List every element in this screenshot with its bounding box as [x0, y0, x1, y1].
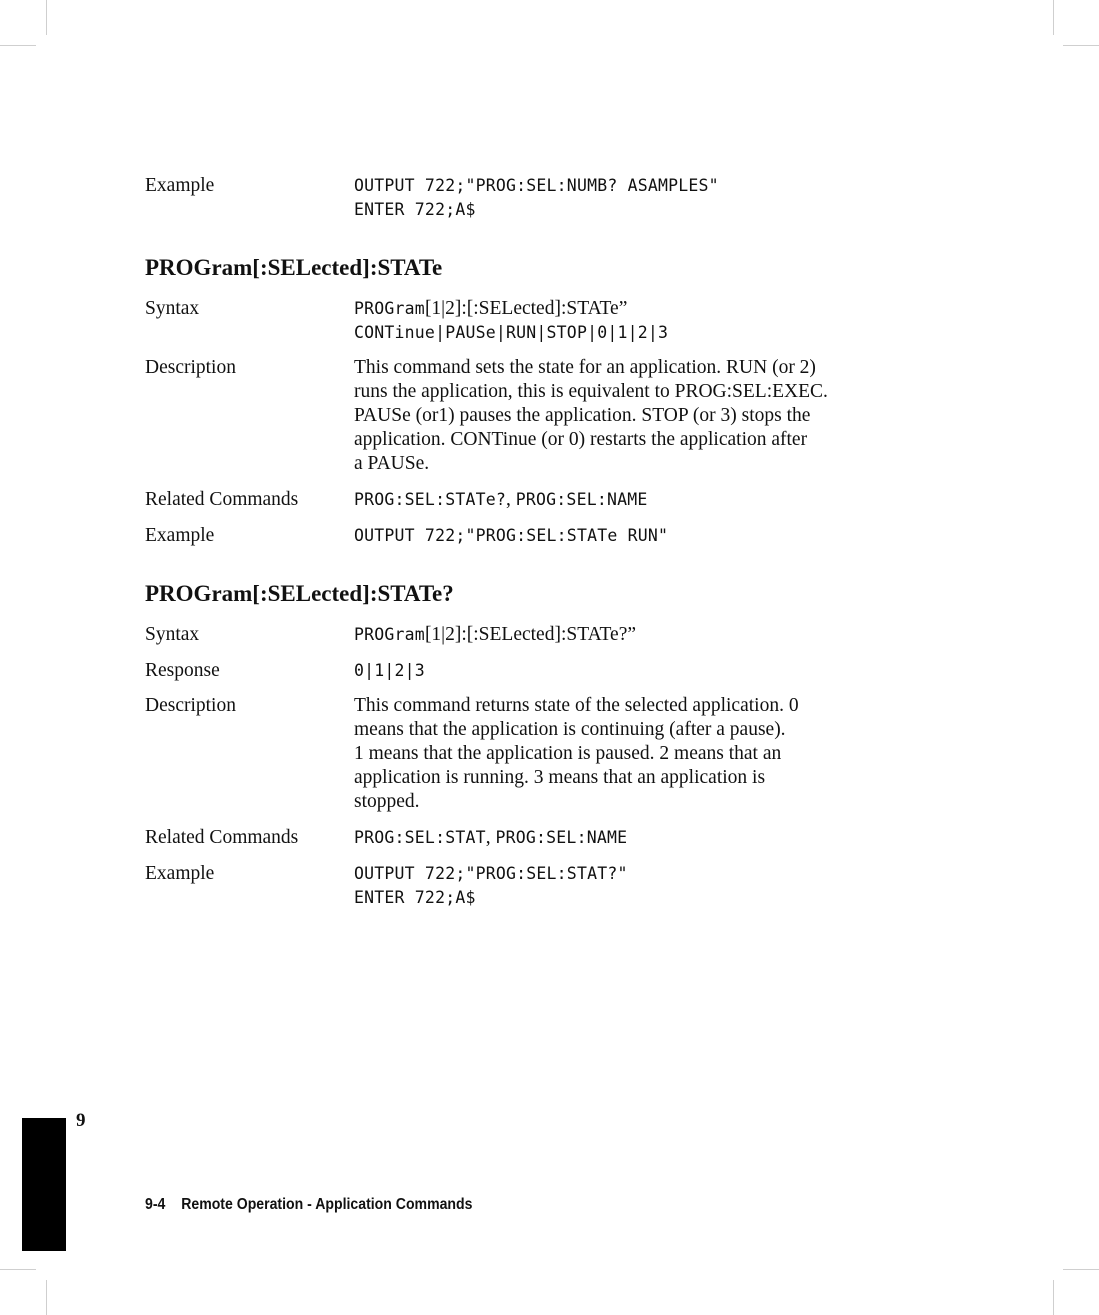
response-label: Response — [145, 660, 220, 681]
page-footer — [145, 1194, 472, 1216]
related-separator: , — [506, 489, 516, 510]
related-commands-value — [354, 488, 919, 512]
description-line: means that the application is continuing (after a pause). — [354, 719, 786, 740]
description-line: This command sets the state for an application. RUN (or 2) — [354, 357, 816, 378]
description-line: a PAUSe. — [354, 453, 430, 474]
description-line: application is running. 3 means that an application is — [354, 767, 766, 788]
description-line: 1 means that the application is paused. 2 means that an — [354, 743, 782, 764]
related-command: PROG:SEL:NAME — [495, 828, 628, 847]
description-line: stopped. — [354, 791, 420, 812]
code-line: OUTPUT 722;"PROG:SEL:STATe RUN" — [354, 526, 669, 545]
crop-mark — [46, 0, 47, 35]
syntax-params: [1|2]:[:SELected]:STATe?” — [424, 624, 637, 645]
response-value — [354, 659, 919, 683]
example-code — [354, 862, 919, 910]
related-commands-label: Related Commands — [145, 827, 299, 848]
response-values: 0|1|2|3 — [354, 661, 425, 680]
description-text — [354, 694, 919, 814]
crop-mark — [46, 1280, 47, 1315]
description-label: Description — [145, 695, 236, 716]
crop-mark — [1053, 0, 1054, 35]
description-label: Description — [145, 357, 236, 378]
section-heading: PROGram[:SELected]:STATe? — [145, 581, 454, 606]
related-command: PROG:SEL:STATe? — [354, 490, 507, 509]
code-line: ENTER 722;A$ — [354, 200, 476, 219]
page-number: 9-4 — [145, 1196, 166, 1213]
related-command: PROG:SEL:STAT — [354, 828, 486, 847]
crop-mark — [1063, 45, 1099, 46]
code-line: ENTER 722;A$ — [354, 888, 476, 907]
description-line: runs the application, this is equivalent to PROG:SEL:EXEC. — [354, 381, 828, 402]
related-commands-value — [354, 826, 919, 850]
description-line: PAUSe (or1) pauses the application. STOP (or 3) stops the — [354, 405, 811, 426]
example-code — [354, 524, 919, 548]
example-code — [354, 174, 919, 222]
example-label: Example — [145, 863, 215, 884]
syntax-params: [1|2]:[:SELected]:STATe” — [424, 298, 628, 319]
code-line: OUTPUT 722;"PROG:SEL:STAT?" — [354, 864, 628, 883]
syntax-label: Syntax — [145, 298, 200, 319]
code-line: OUTPUT 722;"PROG:SEL:NUMB? ASAMPLES" — [354, 176, 719, 195]
syntax-command: PROGram — [354, 625, 425, 644]
description-text — [354, 356, 919, 476]
description-line: application. CONTinue (or 0) restarts the application after — [354, 429, 808, 450]
crop-mark — [0, 45, 36, 46]
related-separator: , — [485, 827, 496, 848]
crop-mark — [0, 1269, 36, 1270]
crop-mark — [1053, 1280, 1054, 1315]
example-label: Example — [145, 525, 215, 546]
section-heading: PROGram[:SELected]:STATe — [145, 255, 443, 280]
example-label: Example — [145, 175, 215, 196]
syntax-command: PROGram — [354, 299, 425, 318]
syntax-value — [354, 297, 919, 345]
related-commands-label: Related Commands — [145, 489, 299, 510]
description-line: This command returns state of the selected application. 0 — [354, 695, 799, 716]
chapter-tab-marker — [22, 1118, 66, 1251]
crop-mark — [1063, 1269, 1099, 1270]
syntax-value — [354, 623, 919, 647]
related-command: PROG:SEL:NAME — [515, 490, 648, 509]
chapter-number: 9 — [76, 1110, 86, 1131]
footer-title: Remote Operation - Application Commands — [181, 1196, 473, 1213]
syntax-label: Syntax — [145, 624, 200, 645]
syntax-options: CONTinue|PAUSe|RUN|STOP|0|1|2|3 — [354, 323, 669, 342]
